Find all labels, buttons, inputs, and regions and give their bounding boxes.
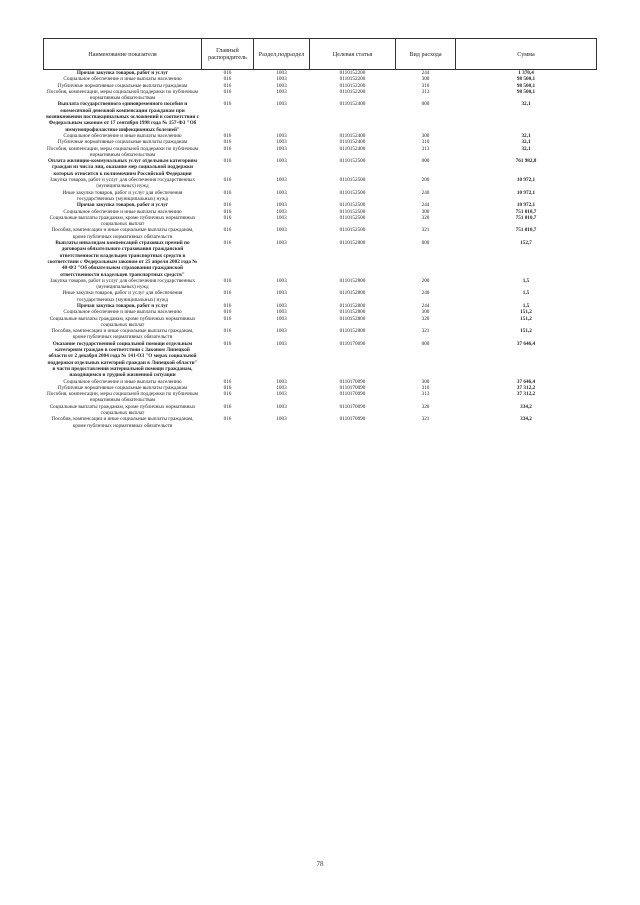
row-sum-cell: 10 972,1 [516,189,536,196]
header-article: Целевая статья [310,39,396,70]
row-manager-cell: 016 [223,101,232,108]
row-expense-type-cell: 313 [421,88,430,95]
row-section-cell: 1003 [276,208,287,215]
table-row [44,215,597,228]
row-manager-cell: 016 [223,391,232,398]
row-expense-type-cell: 313 [421,145,430,152]
row-expense-type-cell: 200 [421,177,430,184]
row-expense-type-cell: 000 [421,101,430,108]
table-row [44,391,597,404]
row-article-cell: 0110152800 [339,328,366,335]
row-article-cell: 0110170090 [339,416,366,423]
row-article-cell: 0110152800 [339,315,366,322]
row-manager-cell: 016 [223,214,232,221]
row-section-cell: 1003 [276,391,287,398]
row-section-cell: 1003 [276,277,287,284]
row-expense-type-cell: 300 [421,378,430,385]
row-section-cell: 1003 [276,88,287,95]
row-manager-cell: 016 [223,70,232,76]
row-article-cell: 0110152500 [339,177,366,184]
row-manager-cell: 016 [223,290,232,297]
table-row [44,158,597,177]
table-row [44,416,597,429]
row-article-cell: 0110170090 [339,340,366,347]
table-row [44,240,597,278]
budget-table [43,38,597,429]
row-article-cell: 0110152500 [339,208,366,215]
row-section-cell: 1003 [276,227,287,234]
row-expense-type-cell: 300 [421,132,430,139]
row-expense-type-cell: 000 [421,158,430,165]
row-expense-type-cell: 300 [421,208,430,215]
row-sum-cell: 751 010,7 [515,227,537,234]
row-name-cell: Иные закупки товаров, работ и услуг для обеспечения государственных (муниципальных) нужд [62,290,183,303]
row-expense-type-cell: 310 [421,384,430,391]
header-manager: Главный распорядитель [202,39,254,70]
row-section-cell: 1003 [276,145,287,152]
row-name-cell: Пособия, компенсации и иные социальные выплаты гражданам, кроме публичных нормативных обязательств [51,328,194,341]
row-sum-cell: 37 646,4 [516,378,536,385]
row-name-cell: Закупка товаров, работ и услуг для обеспечения государственных (муниципальных) нужд [49,277,196,291]
row-name-cell: Выплаты инвалидам компенсаций страховых премий по договорам обязательного страхования гражданской ответственности владельцев транспортных средств в соответствии с Федеральным законом от 25 апреля 2002 года № 40-ФЗ "Об обязательном страховании гражданской ответственности владельцев транспортных средств" [47,240,198,278]
row-article-cell: 0110152400 [339,145,366,152]
row-section-cell: 1003 [276,315,287,322]
table-row [44,177,597,190]
row-name-cell: Социальное обеспечение и иные выплаты населению [63,208,182,215]
row-sum-cell: 151,2 [520,309,532,316]
row-manager-cell: 016 [223,88,232,95]
row-sum-cell: 98 500,1 [516,88,536,95]
row-expense-type-cell: 244 [421,302,430,309]
row-expense-type-cell: 240 [421,290,430,297]
row-manager-cell: 016 [223,82,232,89]
row-article-cell: 0110152800 [339,309,366,316]
row-article-cell: 0110152400 [339,132,366,139]
table-row [44,190,597,203]
row-name-cell: Социальное обеспечение и иные выплаты населению [63,378,182,385]
row-expense-type-cell: 000 [421,340,430,347]
row-section-cell: 1003 [276,202,287,209]
row-expense-type-cell: 320 [421,315,430,322]
row-section-cell: 1003 [276,70,287,76]
table-row [44,328,597,341]
row-sum-cell: 334,2 [520,403,532,410]
row-sum-cell: 151,2 [520,315,532,322]
table-row [44,278,597,291]
row-section-cell: 1003 [276,76,287,83]
row-name-cell: Пособия, компенсации, меры социальной поддержки по публичным нормативным обязательствам [47,145,198,158]
row-sum-cell: 1,5 [522,302,530,309]
row-sum-cell: 32,1 [521,145,531,152]
row-sum-cell: 98 500,1 [516,76,536,83]
table-row [44,227,597,240]
row-name-cell: Социальное обеспечение и иные выплаты населению [63,132,182,139]
row-manager-cell: 016 [223,277,232,284]
row-expense-type-cell: 244 [421,70,430,76]
row-expense-type-cell: 310 [421,82,430,89]
row-expense-type-cell: 321 [421,328,430,335]
row-expense-type-cell: 321 [421,227,430,234]
row-name-cell: Социальные выплаты гражданам, кроме публичных нормативных социальных выплат [49,315,196,328]
header-section: Раздел,подраздел [254,39,310,70]
row-manager-cell: 016 [223,302,232,309]
row-sum-cell: 32,1 [521,132,531,139]
row-manager-cell: 016 [223,189,232,196]
row-article-cell: 0110152800 [339,302,366,309]
row-section-cell: 1003 [276,403,287,410]
row-manager-cell: 016 [223,158,232,165]
row-expense-type-cell: 300 [421,309,430,316]
row-manager-cell: 016 [223,227,232,234]
row-expense-type-cell: 320 [421,403,430,410]
row-article-cell: 0110152200 [339,88,366,95]
row-name-cell: Закупка товаров, работ и услуг для обеспечения государственных (муниципальных) нужд [49,177,196,190]
row-article-cell: 0110152800 [339,240,366,247]
row-name-cell: Оплата жилищно-коммунальных услуг отдельным категориям граждан из числа лиц, оказание мер социальной поддержки которых относится к полномочиям Российской Федерации [47,158,198,177]
row-name-cell: Социальное обеспечение и иные выплаты населению [63,76,182,83]
row-section-cell: 1003 [276,139,287,146]
row-section-cell: 1003 [276,340,287,347]
header-sum: Сумма [456,39,597,70]
row-manager-cell: 016 [223,177,232,184]
row-sum-cell: 751 010,7 [515,214,537,221]
row-expense-type-cell: 310 [421,139,430,146]
row-name-cell: Социальные выплаты гражданам, кроме публичных нормативных социальных выплат [49,403,196,417]
row-section-cell: 1003 [276,328,287,335]
row-name-cell: Социальное обеспечение и иные выплаты населению [63,309,182,316]
row-section-cell: 1003 [276,302,287,309]
table-row [44,404,597,417]
row-article-cell: 0110152500 [339,214,366,221]
row-sum-cell: 1,5 [522,277,530,284]
row-sum-cell: 151,2 [520,328,532,335]
table-row [44,89,597,102]
row-name-cell: Прочая закупка товаров, работ и услуг [76,202,169,209]
row-name-cell: Публичные нормативные социальные выплаты гражданам [57,139,188,146]
row-section-cell: 1003 [276,378,287,385]
row-article-cell: 0110152200 [339,82,366,89]
row-section-cell: 1003 [276,416,287,423]
row-expense-type-cell: 320 [421,214,430,221]
row-name-cell: Прочая закупка товаров, работ и услуг [76,302,169,309]
row-article-cell: 0110152500 [339,189,366,196]
row-article-cell: 0110152400 [339,139,366,146]
row-manager-cell: 016 [223,340,232,347]
row-article-cell: 0110170090 [339,378,366,385]
row-section-cell: 1003 [276,189,287,196]
row-manager-cell: 016 [223,403,232,410]
row-manager-cell: 016 [223,315,232,322]
row-sum-cell: 334,2 [520,416,532,423]
row-name-cell: Оказание государственной социальной помощи отдельным категориям граждан в соответствии с Законом Липецкой области от 2 декабря 2004 года № 141-ОЗ "О мерах социальной поддержки отдельных категорий граждан в Липецкой области" в части предоставления материальной помощи гражданам, находящимся в трудной жизненной ситуации [47,340,198,379]
row-article-cell: 0110152200 [339,70,366,76]
row-manager-cell: 016 [223,202,232,209]
row-expense-type-cell: 000 [421,240,430,247]
row-sum-cell: 751 010,7 [515,208,537,215]
row-expense-type-cell: 240 [421,189,430,196]
row-article-cell: 0110152800 [339,277,366,284]
row-manager-cell: 016 [223,76,232,83]
row-name-cell: Прочая закупка товаров, работ и услуг [76,70,169,76]
table-row [44,146,597,159]
row-sum-cell: 1,5 [522,290,530,297]
row-sum-cell: 1 370,4 [518,70,534,76]
row-manager-cell: 016 [223,139,232,146]
row-name-cell: Пособия, компенсации и иные социальные выплаты гражданам, кроме публичных нормативных обязательств [51,227,194,240]
row-manager-cell: 016 [223,132,232,139]
row-manager-cell: 016 [223,378,232,385]
row-article-cell: 0110152500 [339,227,366,234]
row-section-cell: 1003 [276,177,287,184]
row-sum-cell: 10 972,1 [516,202,536,209]
row-article-cell: 0110152500 [339,158,366,165]
row-manager-cell: 016 [223,240,232,247]
row-section-cell: 1003 [276,158,287,165]
table-row [44,290,597,303]
row-section-cell: 1003 [276,240,287,247]
row-section-cell: 1003 [276,384,287,391]
row-name-cell: Пособия, компенсации, меры социальной поддержки по публичным нормативным обязательствам [47,391,198,404]
row-article-cell: 0110152200 [339,76,366,83]
row-sum-cell: 32,1 [521,139,531,146]
row-expense-type-cell: 321 [421,416,430,423]
row-manager-cell: 016 [223,416,232,423]
row-sum-cell: 37 312,2 [516,391,536,398]
row-sum-cell: 37 646,4 [516,340,536,347]
row-section-cell: 1003 [276,214,287,221]
row-article-cell: 0110152400 [339,101,366,108]
row-manager-cell: 016 [223,384,232,391]
table-row [44,101,597,132]
row-article-cell: 0110152800 [339,290,366,297]
row-article-cell: 0110170090 [339,391,366,398]
row-expense-type-cell: 313 [421,391,430,398]
table-row [44,316,597,329]
row-manager-cell: 016 [223,328,232,335]
header-expense-type: Вид расхода [396,39,456,70]
row-name-cell: Иные закупки товаров, работ и услуг для обеспечения государственных (муниципальных) нужд [62,189,183,202]
row-section-cell: 1003 [276,101,287,108]
row-section-cell: 1003 [276,82,287,89]
row-expense-type-cell: 300 [421,76,430,83]
row-sum-cell: 37 312,2 [516,384,536,391]
row-article-cell: 0110170090 [339,384,366,391]
row-name-cell: Публичные нормативные социальные выплаты гражданам [57,384,188,391]
row-section-cell: 1003 [276,309,287,316]
table-header-row [44,39,597,70]
row-sum-cell: 32,1 [521,101,531,108]
table-body [44,70,597,429]
row-section-cell: 1003 [276,132,287,139]
row-article-cell: 0110170090 [339,403,366,410]
row-name-cell: Публичные нормативные социальные выплаты гражданам [57,82,188,89]
row-manager-cell: 016 [223,309,232,316]
header-name: Наименование показателя [44,39,202,70]
row-expense-type-cell: 200 [421,277,430,284]
budget-table-sheet [43,38,596,429]
row-manager-cell: 016 [223,208,232,215]
table-row [44,341,597,379]
row-article-cell: 0110152500 [339,202,366,209]
page-number: 78 [316,860,324,868]
row-name-cell: Пособия, компенсации, меры социальной поддержки по публичным нормативным обязательствам [47,88,198,102]
row-sum-cell: 10 972,1 [516,177,536,184]
row-expense-type-cell: 244 [421,202,430,209]
row-name-cell: Выплата государственного единовременного пособия и ежемесячной денежной компенсации гражданам при возникновении поствакцинальных осложнений в соответствии с Федеральным законом от 17 сентября 1998 года № 157-ФЗ "Об иммунопрофилактике инфекционных болезней" [46,101,199,133]
row-name-cell: Пособия, компенсации и иные социальные выплаты гражданам, кроме публичных нормативных обязательств [51,416,194,429]
row-manager-cell: 016 [223,145,232,152]
row-name-cell: Социальные выплаты гражданам, кроме публичных нормативных социальных выплат [49,214,196,228]
row-sum-cell: 761 982,8 [515,158,537,165]
row-section-cell: 1003 [276,290,287,297]
row-sum-cell: 152,7 [520,240,532,247]
row-sum-cell: 98 500,1 [516,82,536,89]
